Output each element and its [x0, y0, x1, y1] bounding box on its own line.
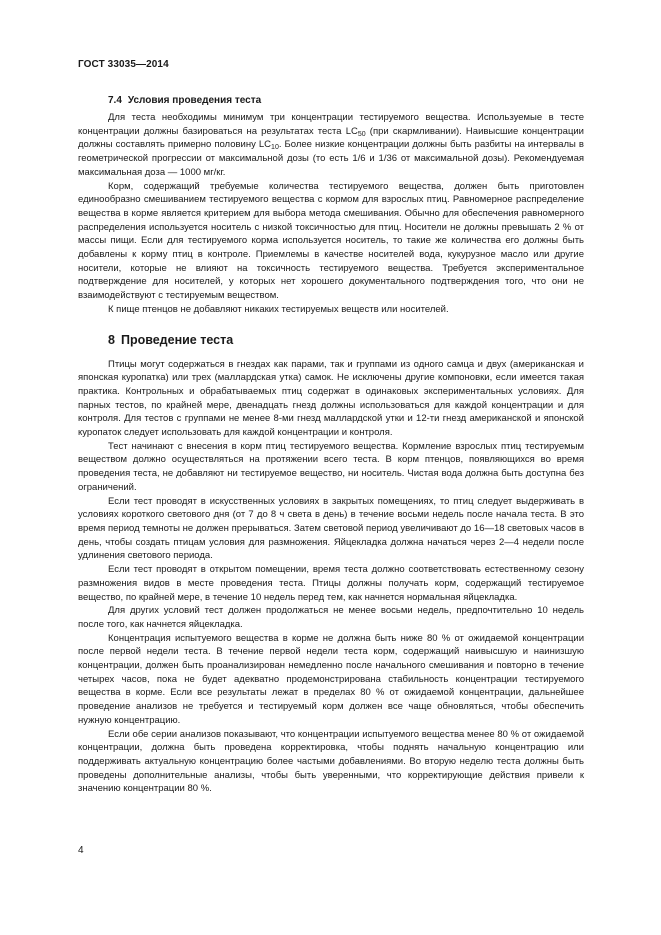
- section-8-heading: [78, 332, 584, 348]
- paragraph-text: Для теста необходимы минимум три концентрации тестируемого вещества. Используемые в тесте концентрации должны базироваться на результатах теста LC: [78, 112, 584, 137]
- document-body: [78, 94, 584, 796]
- subscript: 50: [357, 130, 366, 138]
- paragraph-text: (при скармливании). Наивысшие концентрации должны составлять примерно половину LC: [78, 125, 584, 151]
- paragraph: Тест начинают с внесения в корм птиц тестируемого вещества. Кормление взрослых птиц тестируемым веществом должно осуществляться на протяжении всего теста. В корм птенцов, появляющихся во время проведения теста, не добавляют ни тестируемое вещество, ни носитель. Чистая вода должна быть доступна без ограничений.: [78, 440, 584, 493]
- section-7-4-heading: [78, 94, 584, 108]
- document-header: ГОСТ 33035—2014: [78, 59, 169, 70]
- paragraph: Для других условий тест должен продолжаться не менее восьми недель, предпочтительно 10 недель после того, как начнется яйцекладка.: [78, 605, 584, 630]
- paragraph: Корм, содержащий требуемые количества тестируемого вещества, должен быть приготовлен единообразно смешиванием тестируемого вещества с кормом для взрослых птиц. Равномерное распределение вещества в корме является критерием для выбора метода смешивания. Обычно для обеспечения равномерного распределения используется носитель с низкой токсичностью для птиц. Носители не должны превышать 2 % от массы пищи. Если для тестируемого корма используется носитель, то такие же количества его должны быть добавлены к корму птиц в контроле. Приемлемы в качестве носителей вода, кукурузное масло или другие носители, которые не влияют на токсичность тестируемого вещества. Требуется экспериментальное подтверждение для носителей, у которых нет хорошего документального подтверждения того, что они не взаимодействуют с тестируемым веществом.: [78, 180, 584, 302]
- paragraph: Концентрация испытуемого вещества в корме не должна быть ниже 80 % от ожидаемой концентрации после первой недели теста. В течение первой недели теста корм, содержащий наивысшую и наинизшую концентрации, должен быть проанализирован немедленно после начального смешивания и повторно в течение четырех часов, пока не будет адекватно продемонстрирована стабильность концентрации тестируемого вещества в корме. Если все результаты лежат в пределах 80 % от ожидаемой концентрации, дальнейшее проведение анализов не требуется и тестируемый корм должен все чаще обновляться, чтобы обеспечить нужную концентрацию.: [78, 632, 584, 726]
- paragraph: Птицы могут содержаться в гнездах как парами, так и группами из одного самца и двух (американская и японская куропатка) или трех (маллардская утка) самок. Не исключены другие компоновки, если имеется такая практика. Контрольных и обрабатываемых птиц содержат в одинаковых экспериментальных условиях. Для парных тестов, по крайней мере, двенадцать гнезд должны использоваться для каждой концентрации и для контроля. Для тестов с группами не менее 8-ми гнезд маллардской утки и 12-ти гнезд американской и японской куропаток следует использовать для каждой концентрации и контроля.: [78, 358, 584, 439]
- paragraph: К пище птенцов не добавляют никаких тестируемых веществ или носителей.: [108, 303, 449, 315]
- paragraph: Если тест проводят в искусственных условиях в закрытых помещениях, то птиц следует выдерживать в условиях короткого светового дня (от 7 до 8 ч света в день) в течение восьми недель после начала теста. В это время период темноты не должен прерываться. Затем световой период увеличивают до 16—18 световых часов в день, чтобы создать птицам условия для размножения. Яйцекладка должна начаться через 2—4 недели после удлинения светового периода.: [78, 495, 584, 562]
- section-number: 8: [108, 332, 115, 347]
- paragraph: [78, 111, 584, 180]
- section-number: 7.4: [108, 95, 122, 106]
- section-title: Проведение теста: [120, 332, 234, 347]
- paragraph-text: . Более низкие концентрации должны быть разбиты на интервалы в геометрической прогрессии от максимальной дозы (то есть 1/6 и 1/36 от максимальной дозы). Рекомендуемая максимальная доза — 1000 мг/кг.: [78, 139, 584, 178]
- paragraph: Если обе серии анализов показывают, что концентрации испытуемого вещества менее 80 % от ожидаемой концентрации, должна быть проведена корректировка, чтобы поднять начальную концентрацию или поддерживать актуальную концентрацию более частыми добавлениями. Во вторую неделю теста должны быть проведены дополнительные анализы, чтобы быть уверенными, что корректирующие действия привели к значению концентрации 80 %.: [78, 728, 584, 795]
- paragraph: Если тест проводят в открытом помещении, время теста должно соответствовать естественному сезону размножения видов в месте проведения теста. Птицы должны получать корм, содержащий тестируемое вещество, по крайней мере, в течение 10 недель перед тем, как начнется нормальная яйцекладка.: [78, 564, 584, 603]
- page-number: 4: [78, 845, 84, 856]
- subscript: 10: [271, 144, 279, 152]
- section-title: Условия проведения теста: [127, 95, 262, 106]
